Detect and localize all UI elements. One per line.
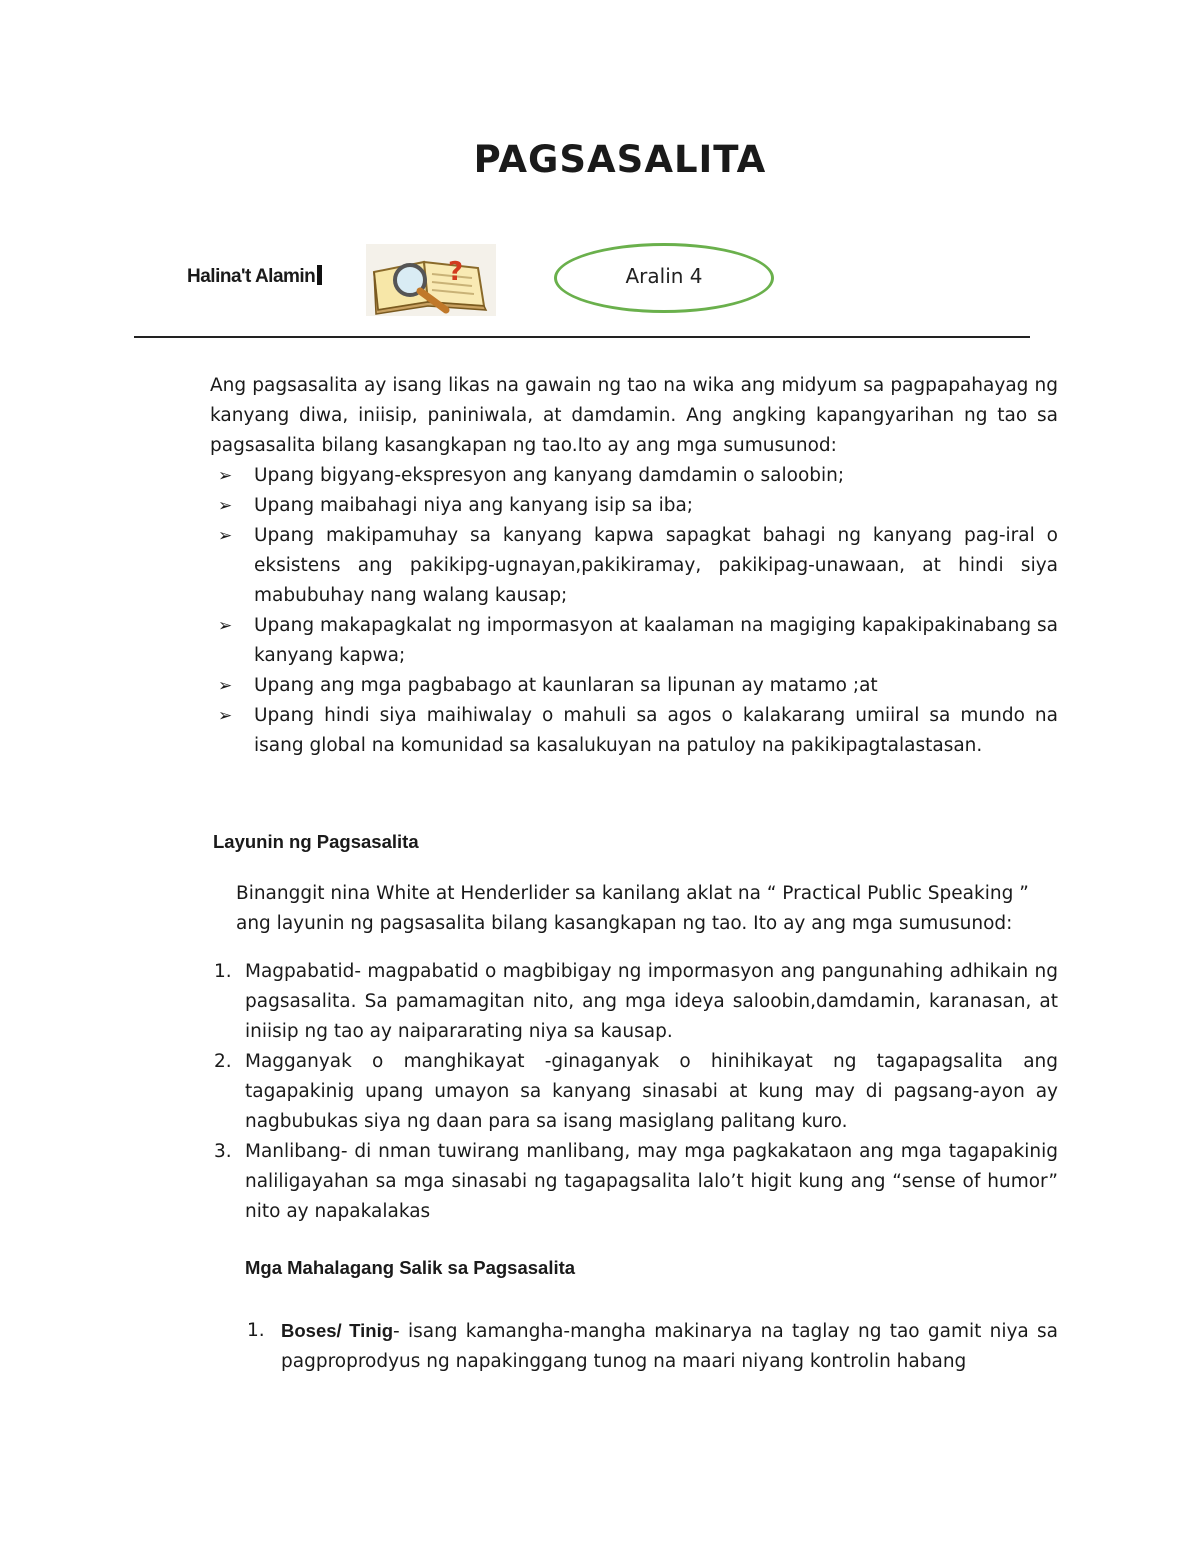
- intro-paragraph: Ang pagsasalita ay isang likas na gawain ng tao na wika ang midyum sa pagpapahayag ng kanyang diwa, iniisip, paniniwala, at damdamin. Ang angking kapangyarihan ng tao sa pagsasalita bilang kasangkapan ng tao.Ito ay ang mga sumusunod:: [210, 375, 1058, 456]
- bullet-text: Upang makapagkalat ng impormasyon at kaalaman na magiging kapakipakinabang sa kanyang kapwa;: [254, 615, 1058, 666]
- arrow-bullet-icon: ➢: [218, 676, 233, 696]
- arrow-bullet-icon: ➢: [218, 706, 233, 726]
- halina-alamin-text: Halina't Alamin: [187, 266, 316, 287]
- salik-numbered-list: [245, 1316, 1058, 1376]
- bullet-text: Upang ang mga pagbabago at kaunlaran sa lipunan ay matamo ;at: [254, 675, 878, 696]
- list-item: [210, 1047, 1058, 1137]
- svg-text:?: ?: [448, 257, 464, 287]
- book-magnifier-icon: [366, 244, 496, 316]
- factor-text: - isang kamangha-mangha makinarya na taglay ng tao gamit niya sa pagproprodyus ng napakinggang tunog na maari niyang kontrolin habang: [281, 1321, 1058, 1372]
- item-number: 1.: [214, 961, 232, 982]
- arrow-bullet-icon: ➢: [218, 616, 233, 636]
- layunin-numbered-list: [210, 957, 1058, 1227]
- arrow-bullet-icon: ➢: [218, 526, 233, 546]
- item-text: Magpabatid- magpabatid o magbibigay ng impormasyon ang pangunahing adhikain ng pagsasalita. Sa pamamagitan nito, ang mga ideya saloobin,damdamin, karanasan, at iniisip ng tao ay naipararating niya sa kausap.: [245, 961, 1058, 1042]
- list-item: [210, 1137, 1058, 1227]
- factor-term: Boses/ Tinig: [281, 1320, 394, 1341]
- bullet-text: Upang makipamuhay sa kanyang kapwa sapagkat bahagi ng kanyang pag-iral o eksistens ang pakikipg-ugnayan,pakikiramay, pakikipag-unawaan, at hindi siya mabubuhay nang walang kausap;: [254, 525, 1058, 606]
- aralin-label: Aralin 4: [625, 264, 703, 288]
- item-text: Magganyak o manghikayat -ginaganyak o hinihikayat ng tagapagsalita ang tagapakinig upang umayon sa kanyang sinasabi at kung may di pagsang-ayon ay nagbubukas siya ng daan para sa isang masiglang palitang kuro.: [245, 1051, 1058, 1132]
- bullet-text: Upang bigyang-ekspresyon ang kanyang damdamin o saloobin;: [254, 465, 845, 486]
- text-cursor-mark: [317, 265, 322, 285]
- aralin-badge: [554, 243, 774, 313]
- list-item: [245, 1316, 1058, 1376]
- list-item: [210, 521, 1058, 611]
- bullet-text: Upang maibahagi niya ang kanyang isip sa iba;: [254, 495, 694, 516]
- item-number: 3.: [214, 1141, 232, 1162]
- list-item: [210, 611, 1058, 671]
- layunin-heading: Layunin ng Pagsasalita: [213, 831, 419, 852]
- list-item: [210, 701, 1058, 761]
- page-title: PAGSASALITA: [473, 138, 767, 181]
- halina-alamin-label: [187, 265, 322, 288]
- arrow-bullet-icon: ➢: [218, 496, 233, 516]
- list-item: [210, 671, 1058, 701]
- item-number: 1.: [247, 1320, 265, 1341]
- item-number: 2.: [214, 1051, 232, 1072]
- purpose-bullet-list: [210, 461, 1058, 761]
- list-item: [210, 957, 1058, 1047]
- arrow-bullet-icon: ➢: [218, 466, 233, 486]
- list-item: [210, 461, 1058, 491]
- salik-heading: Mga Mahalagang Salik sa Pagsasalita: [245, 1257, 576, 1278]
- list-item: [210, 491, 1058, 521]
- bullet-text: Upang hindi siya maihiwalay o mahuli sa agos o kalakarang umiiral sa mundo na isang global na komunidad sa kasalukuyan na patuloy na pakikipagtalastasan.: [254, 705, 1058, 756]
- layunin-intro: Binanggit nina White at Henderlider sa kanilang aklat na “ Practical Public Speaking ” ang layunin ng pagsasalita bilang kasangkapan ng tao. Ito ay ang mga sumusunod:: [236, 883, 1029, 934]
- item-text: Manlibang- di nman tuwirang manlibang, may mga pagkakataon ang mga tagapakinig naliligayahan sa mga sinasabi ng tagapagsalita lalo’t higit kung ang “sense of humor” nito ay napakalakas: [245, 1141, 1058, 1222]
- header-divider: [134, 336, 1030, 338]
